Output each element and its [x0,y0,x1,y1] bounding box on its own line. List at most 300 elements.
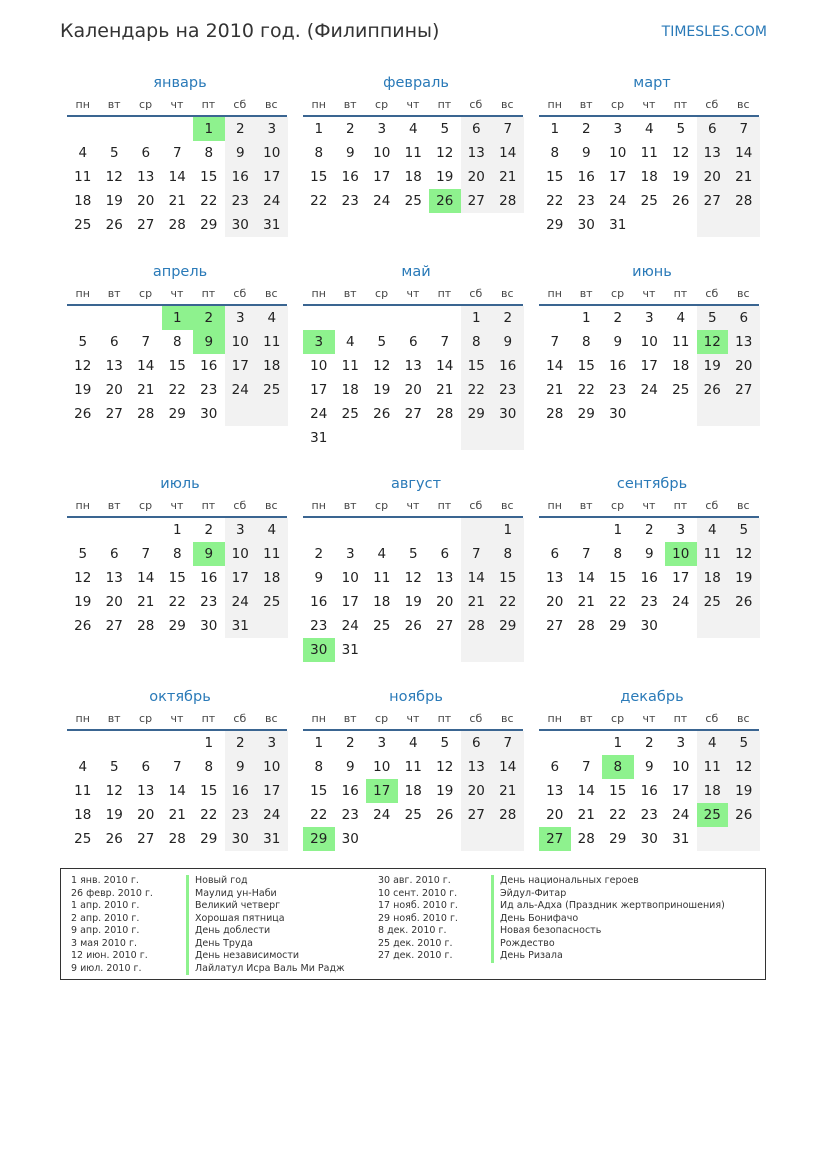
day-cell[interactable]: 27 [105,406,123,422]
day-cell[interactable]: 17 [341,594,359,610]
day-cell[interactable]: 26 [728,803,760,827]
day-cell[interactable]: 17 [310,382,328,398]
day-cell[interactable]: 5 [728,731,760,755]
day-cell[interactable]: 29 [577,406,595,422]
day-cell[interactable]: 20 [461,779,493,803]
day-cell[interactable]: 6 [440,546,450,562]
day-cell[interactable]: 18 [256,566,288,590]
day-cell[interactable]: 4 [345,334,355,350]
day-cell[interactable]: 10 [672,759,690,775]
day-cell[interactable]: 8 [314,145,324,161]
day-cell[interactable]: 16 [577,169,595,185]
day-cell[interactable]: 17 [640,358,658,374]
day-cell[interactable]: 8 [461,330,493,354]
day-cell[interactable]: 2 [613,310,623,326]
day-cell[interactable]: 7 [728,117,760,141]
day-cell[interactable]: 24 [373,193,391,209]
day-cell[interactable]: 8 [550,145,560,161]
day-cell[interactable]: 5 [377,334,387,350]
day-cell[interactable]: 15 [461,354,493,378]
day-cell[interactable]: 10 [341,570,359,586]
day-cell[interactable]: 11 [697,755,729,779]
day-cell[interactable]: 30 [492,402,524,426]
day-cell[interactable]: 27 [137,217,155,233]
day-cell[interactable]: 24 [256,189,288,213]
day-cell[interactable]: 13 [404,358,422,374]
day-cell[interactable]: 27 [105,618,123,634]
day-cell[interactable]: 9 [644,546,654,562]
day-cell[interactable]: 11 [256,542,288,566]
day-cell[interactable]: 27 [461,803,493,827]
day-cell[interactable]: 14 [168,169,186,185]
day-cell[interactable]: 27 [697,189,729,213]
day-cell[interactable]: 11 [341,358,359,374]
day-cell[interactable]: 21 [728,165,760,189]
day-cell[interactable]: 31 [341,642,359,658]
day-cell[interactable]: 7 [440,334,450,350]
day-cell[interactable]: 24 [341,618,359,634]
day-cell[interactable]: 29 [609,618,627,634]
day-cell[interactable]: 21 [168,193,186,209]
day-cell[interactable]: 2 [225,117,257,141]
day-cell[interactable]: 7 [492,731,524,755]
day-cell[interactable]: 4 [256,518,288,542]
day-cell[interactable]: 6 [408,334,418,350]
day-cell[interactable]: 30 [225,213,257,237]
day-cell[interactable]: 4 [697,731,729,755]
day-cell[interactable]: 3 [225,306,257,330]
day-cell[interactable]: 19 [404,594,422,610]
day-cell[interactable]: 7 [492,117,524,141]
day-cell[interactable]: 1 [172,522,182,538]
day-cell[interactable]: 26 [105,831,123,847]
day-cell[interactable]: 31 [225,614,257,638]
day-cell[interactable]: 6 [550,759,560,775]
day-cell[interactable]: 18 [672,358,690,374]
day-cell[interactable]: 20 [546,807,564,823]
day-cell[interactable]: 18 [640,169,658,185]
day-cell[interactable]: 7 [141,334,151,350]
day-cell[interactable]: 23 [200,382,218,398]
day-cell[interactable]: 23 [492,378,524,402]
day-cell[interactable]: 3 [644,310,654,326]
day-cell[interactable]: 7 [581,759,591,775]
day-cell[interactable]: 30 [200,618,218,634]
day-cell[interactable]: 2 [644,735,654,751]
day-cell[interactable]: 14 [168,783,186,799]
day-cell[interactable]: 16 [225,779,257,803]
day-cell[interactable]: 2 [193,306,225,330]
day-cell[interactable]: 8 [314,759,324,775]
day-cell[interactable]: 30 [303,638,335,662]
day-cell[interactable]: 17 [609,169,627,185]
day-cell[interactable]: 20 [105,382,123,398]
day-cell[interactable]: 25 [256,590,288,614]
day-cell[interactable]: 7 [550,334,560,350]
day-cell[interactable]: 20 [728,354,760,378]
day-cell[interactable]: 24 [672,807,690,823]
day-cell[interactable]: 20 [697,165,729,189]
day-cell[interactable]: 22 [492,590,524,614]
day-cell[interactable]: 5 [78,546,88,562]
day-cell[interactable]: 30 [225,827,257,851]
day-cell[interactable]: 5 [78,334,88,350]
day-cell[interactable]: 12 [436,145,454,161]
day-cell[interactable]: 24 [310,406,328,422]
day-cell[interactable]: 28 [728,189,760,213]
day-cell[interactable]: 26 [373,406,391,422]
day-cell[interactable]: 4 [256,306,288,330]
day-cell[interactable]: 24 [225,378,257,402]
day-cell[interactable]: 26 [74,406,92,422]
day-cell[interactable]: 21 [492,165,524,189]
day-cell[interactable]: 14 [137,570,155,586]
day-cell[interactable]: 8 [204,145,214,161]
day-cell[interactable]: 31 [609,217,627,233]
day-cell[interactable]: 10 [256,755,288,779]
day-cell[interactable]: 20 [137,193,155,209]
day-cell[interactable]: 17 [256,779,288,803]
day-cell[interactable]: 19 [105,807,123,823]
day-cell[interactable]: 26 [429,189,461,213]
day-cell[interactable]: 1 [314,121,324,137]
day-cell[interactable]: 13 [436,570,454,586]
day-cell[interactable]: 4 [408,121,418,137]
day-cell[interactable]: 21 [168,807,186,823]
day-cell[interactable]: 3 [377,735,387,751]
day-cell[interactable]: 22 [168,382,186,398]
day-cell[interactable]: 9 [193,330,225,354]
day-cell[interactable]: 3 [256,117,288,141]
day-cell[interactable]: 13 [105,358,123,374]
day-cell[interactable]: 19 [728,566,760,590]
day-cell[interactable]: 6 [461,117,493,141]
day-cell[interactable]: 30 [640,831,658,847]
day-cell[interactable]: 1 [492,518,524,542]
day-cell[interactable]: 26 [672,193,690,209]
day-cell[interactable]: 3 [377,121,387,137]
day-cell[interactable]: 31 [672,831,690,847]
day-cell[interactable]: 6 [461,731,493,755]
day-cell[interactable]: 26 [404,618,422,634]
day-cell[interactable]: 15 [546,169,564,185]
day-cell[interactable]: 19 [436,783,454,799]
day-cell[interactable]: 24 [256,803,288,827]
day-cell[interactable]: 15 [200,169,218,185]
day-cell[interactable]: 18 [404,783,422,799]
day-cell[interactable]: 12 [697,330,729,354]
day-cell[interactable]: 11 [373,570,391,586]
day-cell[interactable]: 13 [728,330,760,354]
day-cell[interactable]: 25 [373,618,391,634]
day-cell[interactable]: 6 [697,117,729,141]
day-cell[interactable]: 9 [225,141,257,165]
day-cell[interactable]: 16 [640,570,658,586]
day-cell[interactable]: 5 [440,121,450,137]
day-cell[interactable]: 21 [137,382,155,398]
day-cell[interactable]: 5 [408,546,418,562]
day-cell[interactable]: 20 [546,594,564,610]
day-cell[interactable]: 3 [303,330,335,354]
day-cell[interactable]: 3 [613,121,623,137]
day-cell[interactable]: 25 [404,193,422,209]
day-cell[interactable]: 29 [609,831,627,847]
day-cell[interactable]: 24 [225,590,257,614]
day-cell[interactable]: 31 [256,827,288,851]
day-cell[interactable]: 22 [609,594,627,610]
day-cell[interactable]: 29 [303,827,335,851]
day-cell[interactable]: 9 [581,145,591,161]
day-cell[interactable]: 25 [697,590,729,614]
day-cell[interactable]: 2 [345,121,355,137]
day-cell[interactable]: 9 [345,145,355,161]
brand-link[interactable]: TIMESLES.COM [661,24,767,40]
day-cell[interactable]: 6 [141,759,151,775]
day-cell[interactable]: 13 [105,570,123,586]
day-cell[interactable]: 19 [728,779,760,803]
day-cell[interactable]: 26 [74,618,92,634]
day-cell[interactable]: 10 [225,542,257,566]
day-cell[interactable]: 5 [676,121,686,137]
day-cell[interactable]: 12 [728,755,760,779]
day-cell[interactable]: 22 [609,807,627,823]
day-cell[interactable]: 4 [697,518,729,542]
day-cell[interactable]: 16 [200,358,218,374]
day-cell[interactable]: 10 [225,330,257,354]
day-cell[interactable]: 8 [204,759,214,775]
day-cell[interactable]: 23 [341,807,359,823]
day-cell[interactable]: 23 [310,618,328,634]
day-cell[interactable]: 2 [225,731,257,755]
day-cell[interactable]: 3 [225,518,257,542]
day-cell[interactable]: 21 [492,779,524,803]
day-cell[interactable]: 10 [609,145,627,161]
day-cell[interactable]: 14 [728,141,760,165]
day-cell[interactable]: 19 [74,382,92,398]
day-cell[interactable]: 5 [440,735,450,751]
day-cell[interactable]: 30 [341,831,359,847]
day-cell[interactable]: 23 [640,807,658,823]
day-cell[interactable]: 13 [137,783,155,799]
day-cell[interactable]: 28 [492,803,524,827]
day-cell[interactable]: 12 [105,169,123,185]
day-cell[interactable]: 4 [676,310,686,326]
day-cell[interactable]: 31 [256,213,288,237]
day-cell[interactable]: 5 [109,145,119,161]
day-cell[interactable]: 11 [74,169,92,185]
day-cell[interactable]: 1 [613,522,623,538]
day-cell[interactable]: 29 [492,614,524,638]
day-cell[interactable]: 1 [613,735,623,751]
day-cell[interactable]: 8 [492,542,524,566]
day-cell[interactable]: 23 [341,193,359,209]
day-cell[interactable]: 9 [314,570,324,586]
day-cell[interactable]: 12 [74,570,92,586]
day-cell[interactable]: 27 [404,406,422,422]
day-cell[interactable]: 25 [404,807,422,823]
day-cell[interactable]: 25 [74,217,92,233]
day-cell[interactable]: 26 [728,590,760,614]
day-cell[interactable]: 6 [109,546,119,562]
day-cell[interactable]: 27 [436,618,454,634]
day-cell[interactable]: 11 [256,330,288,354]
day-cell[interactable]: 12 [373,358,391,374]
day-cell[interactable]: 21 [461,590,493,614]
day-cell[interactable]: 18 [341,382,359,398]
day-cell[interactable]: 13 [546,783,564,799]
day-cell[interactable]: 17 [256,165,288,189]
day-cell[interactable]: 19 [672,169,690,185]
day-cell[interactable]: 1 [314,735,324,751]
day-cell[interactable]: 16 [225,165,257,189]
day-cell[interactable]: 27 [728,378,760,402]
day-cell[interactable]: 4 [78,759,88,775]
day-cell[interactable]: 29 [168,406,186,422]
day-cell[interactable]: 18 [74,807,92,823]
day-cell[interactable]: 1 [162,306,194,330]
day-cell[interactable]: 20 [137,807,155,823]
day-cell[interactable]: 8 [172,334,182,350]
day-cell[interactable]: 17 [672,783,690,799]
day-cell[interactable]: 22 [168,594,186,610]
day-cell[interactable]: 12 [728,542,760,566]
day-cell[interactable]: 25 [256,378,288,402]
day-cell[interactable]: 27 [539,827,571,851]
day-cell[interactable]: 17 [672,570,690,586]
day-cell[interactable]: 4 [377,546,387,562]
day-cell[interactable]: 24 [373,807,391,823]
day-cell[interactable]: 4 [78,145,88,161]
day-cell[interactable]: 18 [404,169,422,185]
day-cell[interactable]: 28 [436,406,454,422]
day-cell[interactable]: 10 [373,145,391,161]
day-cell[interactable]: 25 [341,406,359,422]
day-cell[interactable]: 10 [640,334,658,350]
day-cell[interactable]: 6 [109,334,119,350]
day-cell[interactable]: 16 [341,783,359,799]
day-cell[interactable]: 19 [436,169,454,185]
day-cell[interactable]: 23 [640,594,658,610]
day-cell[interactable]: 10 [665,542,697,566]
day-cell[interactable]: 1 [550,121,560,137]
day-cell[interactable]: 3 [345,546,355,562]
day-cell[interactable]: 14 [137,358,155,374]
day-cell[interactable]: 24 [640,382,658,398]
day-cell[interactable]: 12 [436,759,454,775]
day-cell[interactable]: 16 [492,354,524,378]
day-cell[interactable]: 11 [404,759,422,775]
day-cell[interactable]: 29 [200,831,218,847]
day-cell[interactable]: 7 [581,546,591,562]
day-cell[interactable]: 29 [200,217,218,233]
day-cell[interactable]: 18 [74,193,92,209]
day-cell[interactable]: 14 [492,141,524,165]
day-cell[interactable]: 11 [672,334,690,350]
day-cell[interactable]: 10 [256,141,288,165]
day-cell[interactable]: 1 [461,306,493,330]
day-cell[interactable]: 11 [697,542,729,566]
day-cell[interactable]: 12 [672,145,690,161]
day-cell[interactable]: 5 [697,306,729,330]
day-cell[interactable]: 22 [546,193,564,209]
day-cell[interactable]: 23 [225,803,257,827]
day-cell[interactable]: 21 [577,807,595,823]
day-cell[interactable]: 9 [345,759,355,775]
day-cell[interactable]: 22 [310,807,328,823]
day-cell[interactable]: 22 [577,382,595,398]
day-cell[interactable]: 2 [204,522,214,538]
day-cell[interactable]: 18 [256,354,288,378]
day-cell[interactable]: 10 [310,358,328,374]
day-cell[interactable]: 23 [577,193,595,209]
day-cell[interactable]: 11 [640,145,658,161]
day-cell[interactable]: 15 [310,783,328,799]
day-cell[interactable]: 1 [204,735,214,751]
day-cell[interactable]: 12 [404,570,422,586]
day-cell[interactable]: 13 [546,570,564,586]
day-cell[interactable]: 21 [577,594,595,610]
day-cell[interactable]: 28 [577,618,595,634]
day-cell[interactable]: 3 [256,731,288,755]
day-cell[interactable]: 30 [577,217,595,233]
day-cell[interactable]: 8 [172,546,182,562]
day-cell[interactable]: 5 [728,518,760,542]
day-cell[interactable]: 28 [168,217,186,233]
day-cell[interactable]: 7 [141,546,151,562]
day-cell[interactable]: 17 [366,779,398,803]
day-cell[interactable]: 12 [74,358,92,374]
day-cell[interactable]: 15 [168,358,186,374]
day-cell[interactable]: 6 [141,145,151,161]
day-cell[interactable]: 21 [137,594,155,610]
day-cell[interactable]: 10 [373,759,391,775]
day-cell[interactable]: 30 [609,406,627,422]
day-cell[interactable]: 27 [546,618,564,634]
day-cell[interactable]: 22 [200,193,218,209]
day-cell[interactable]: 9 [225,755,257,779]
day-cell[interactable]: 20 [105,594,123,610]
day-cell[interactable]: 15 [200,783,218,799]
day-cell[interactable]: 28 [137,406,155,422]
day-cell[interactable]: 14 [492,755,524,779]
day-cell[interactable]: 23 [225,189,257,213]
day-cell[interactable]: 27 [137,831,155,847]
day-cell[interactable]: 16 [200,570,218,586]
day-cell[interactable]: 15 [577,358,595,374]
day-cell[interactable]: 7 [461,542,493,566]
day-cell[interactable]: 14 [546,358,564,374]
day-cell[interactable]: 28 [546,406,564,422]
day-cell[interactable]: 16 [310,594,328,610]
day-cell[interactable]: 2 [644,522,654,538]
day-cell[interactable]: 8 [613,546,623,562]
day-cell[interactable]: 14 [461,566,493,590]
day-cell[interactable]: 15 [492,566,524,590]
day-cell[interactable]: 3 [676,735,686,751]
day-cell[interactable]: 18 [697,566,729,590]
day-cell[interactable]: 17 [373,169,391,185]
day-cell[interactable]: 11 [74,783,92,799]
day-cell[interactable]: 25 [74,831,92,847]
day-cell[interactable]: 19 [74,594,92,610]
day-cell[interactable]: 25 [672,382,690,398]
day-cell[interactable]: 23 [609,382,627,398]
day-cell[interactable]: 15 [609,783,627,799]
day-cell[interactable]: 19 [105,193,123,209]
day-cell[interactable]: 24 [672,594,690,610]
day-cell[interactable]: 26 [436,807,454,823]
day-cell[interactable]: 11 [404,145,422,161]
